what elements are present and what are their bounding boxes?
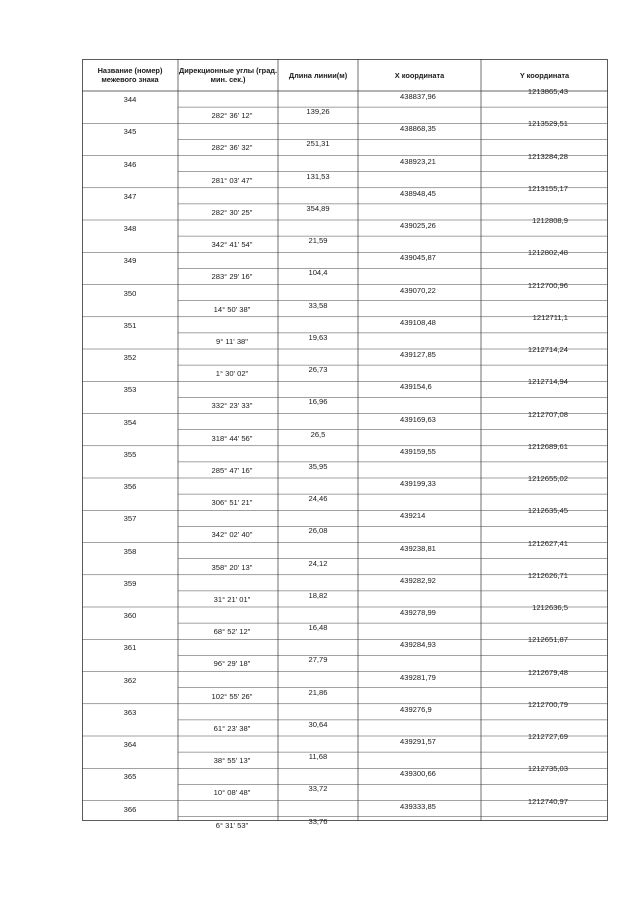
x-coordinate: 439127,85	[400, 350, 436, 359]
x-coordinate: 439045,87	[400, 253, 436, 263]
line-length: 33,72	[308, 784, 328, 794]
x-coordinate: 439238,81	[400, 543, 436, 553]
direction-angle: 9° 11' 38"	[216, 336, 248, 346]
y-coordinate: 1212636,5	[532, 603, 568, 612]
point-name: 357	[123, 514, 137, 524]
direction-angle: 10° 08' 48"	[213, 788, 251, 798]
point-name: 365	[123, 772, 137, 782]
x-coordinate: 439282,92	[400, 575, 436, 585]
line-length: 27,79	[308, 655, 328, 665]
line-length: 16,48	[308, 623, 328, 633]
direction-angle: 282° 30' 25"	[211, 207, 253, 217]
point-name: 346	[123, 159, 137, 169]
point-name: 366	[123, 804, 137, 814]
line-length: 104,4	[308, 268, 328, 278]
point-name: 362	[123, 675, 137, 685]
point-name: 361	[123, 643, 137, 653]
x-coordinate: 438948,45	[400, 188, 436, 198]
x-coordinate: 439291,57	[400, 737, 436, 746]
direction-angle: 332° 23' 33"	[211, 401, 253, 411]
x-coordinate: 439154,6	[400, 382, 432, 392]
direction-angle: 102° 55' 26"	[211, 691, 253, 701]
y-coordinate: 1212635,45	[527, 506, 568, 516]
line-length: 21,59	[308, 236, 328, 246]
point-name: 345	[123, 127, 137, 137]
line-length: 26,5	[310, 429, 326, 439]
x-coordinate: 439281,79	[400, 672, 436, 682]
point-name: 364	[123, 740, 137, 749]
point-name: 363	[123, 707, 137, 717]
line-length: 131,53	[306, 171, 330, 181]
line-length: 35,95	[308, 461, 328, 471]
x-coordinate: 439278,99	[400, 608, 436, 617]
y-coordinate: 1212707,08	[527, 409, 568, 419]
x-coordinate: 439070,22	[400, 285, 436, 295]
point-name: 353	[123, 385, 137, 395]
y-coordinate: 1212802,48	[527, 248, 568, 258]
point-name: 352	[123, 353, 137, 362]
point-name: 351	[123, 320, 137, 330]
direction-angle: 342° 02' 40"	[211, 530, 253, 540]
direction-angle: 1° 30' 02"	[215, 369, 249, 379]
point-name: 350	[123, 288, 137, 298]
y-coordinate: 1212689,61	[527, 441, 568, 451]
y-coordinate: 1212727,69	[527, 732, 568, 741]
coordinates-table	[82, 59, 608, 830]
y-coordinate: 1213284,28	[527, 151, 568, 161]
direction-angle: 306° 51' 21"	[211, 498, 253, 508]
y-coordinate: 1213865,43	[527, 87, 568, 96]
x-coordinate: 439300,66	[400, 769, 436, 779]
line-length: 30,64	[308, 719, 328, 729]
line-length: 19,63	[308, 332, 328, 342]
x-coordinate: 439284,93	[400, 640, 436, 650]
line-length: 139,26	[306, 107, 330, 117]
point-name: 354	[123, 417, 137, 427]
direction-angle: 282° 36' 32"	[211, 143, 253, 153]
y-coordinate: 1212735,03	[527, 764, 568, 774]
y-coordinate: 1212700,96	[527, 280, 568, 290]
direction-angle: 6° 31' 53"	[215, 820, 249, 830]
direction-angle: 96° 29' 18"	[213, 659, 251, 669]
line-length: 33,58	[308, 300, 328, 310]
direction-angle: 283° 29' 16"	[211, 272, 253, 282]
header-point-name: Название (номер) межевого знака	[97, 66, 163, 84]
direction-angle: 358° 20' 13"	[211, 562, 253, 572]
x-coordinate: 439214	[400, 511, 426, 521]
x-coordinate: 439025,26	[400, 221, 436, 230]
y-coordinate: 1212808,9	[532, 216, 568, 225]
y-coordinate: 1212740,97	[527, 796, 568, 806]
y-coordinate: 1212679,48	[527, 667, 568, 677]
x-coordinate: 438868,35	[400, 124, 436, 134]
y-coordinate: 1212700,79	[527, 699, 568, 709]
line-length: 26,08	[308, 526, 328, 536]
x-coordinate: 439199,33	[400, 479, 436, 488]
point-name: 360	[123, 611, 137, 620]
direction-angle: 31° 21' 01"	[213, 594, 251, 604]
y-coordinate: 1212714,94	[527, 377, 568, 387]
line-length: 24,12	[308, 558, 328, 568]
point-name: 344	[123, 95, 137, 104]
x-coordinate: 439333,85	[400, 801, 436, 811]
x-coordinate: 439169,63	[400, 414, 436, 424]
header-direction-angle: Дирекционные углы (град. мин. сек.)	[178, 66, 278, 84]
line-length: 18,82	[308, 590, 328, 600]
direction-angle: 38° 55' 13"	[213, 756, 251, 766]
line-length: 354,89	[306, 203, 330, 213]
direction-angle: 14° 50' 38"	[213, 304, 251, 314]
point-name: 359	[123, 578, 137, 588]
y-coordinate: 1212651,87	[527, 635, 568, 645]
y-coordinate: 1212655,02	[527, 474, 568, 483]
y-coordinate: 1213155,17	[527, 183, 568, 193]
x-coordinate: 438923,21	[400, 156, 436, 166]
line-length: 16,96	[308, 397, 328, 407]
x-coordinate: 439108,48	[400, 317, 436, 327]
direction-angle: 61° 23' 38"	[213, 723, 251, 733]
y-coordinate: 1213529,51	[527, 119, 568, 129]
x-coordinate: 438837,96	[400, 92, 436, 101]
line-length: 251,31	[306, 139, 330, 149]
line-length: 33,76	[308, 816, 328, 826]
x-coordinate: 439159,55	[400, 446, 436, 456]
direction-angle: 68° 52' 12"	[213, 627, 251, 637]
direction-angle: 281° 03' 47"	[211, 175, 253, 185]
y-coordinate: 1212714,24	[527, 345, 568, 354]
point-name: 348	[123, 224, 137, 233]
point-name: 349	[123, 256, 137, 266]
point-name: 356	[123, 482, 137, 491]
y-coordinate: 1212711,1	[532, 312, 568, 322]
direction-angle: 342° 41' 54"	[211, 240, 253, 250]
x-coordinate: 439276,9	[400, 704, 432, 714]
direction-angle: 285° 47' 16"	[211, 465, 253, 475]
line-length: 11,68	[308, 752, 328, 762]
point-name: 347	[123, 191, 137, 201]
y-coordinate: 1212626,71	[527, 570, 568, 580]
line-length: 21,86	[308, 687, 328, 697]
y-coordinate: 1212627,41	[527, 538, 568, 548]
point-name: 358	[123, 546, 137, 556]
header-line-length: Длина линии(м)	[288, 70, 348, 80]
point-name: 355	[123, 449, 137, 459]
line-length: 26,73	[308, 365, 328, 375]
header-y-coordinate: Y координата	[519, 70, 570, 80]
line-length: 24,46	[308, 494, 328, 504]
header-x-coordinate: X координата	[394, 70, 445, 80]
direction-angle: 318° 44' 56"	[211, 433, 253, 443]
direction-angle: 282° 36' 12"	[211, 111, 253, 121]
